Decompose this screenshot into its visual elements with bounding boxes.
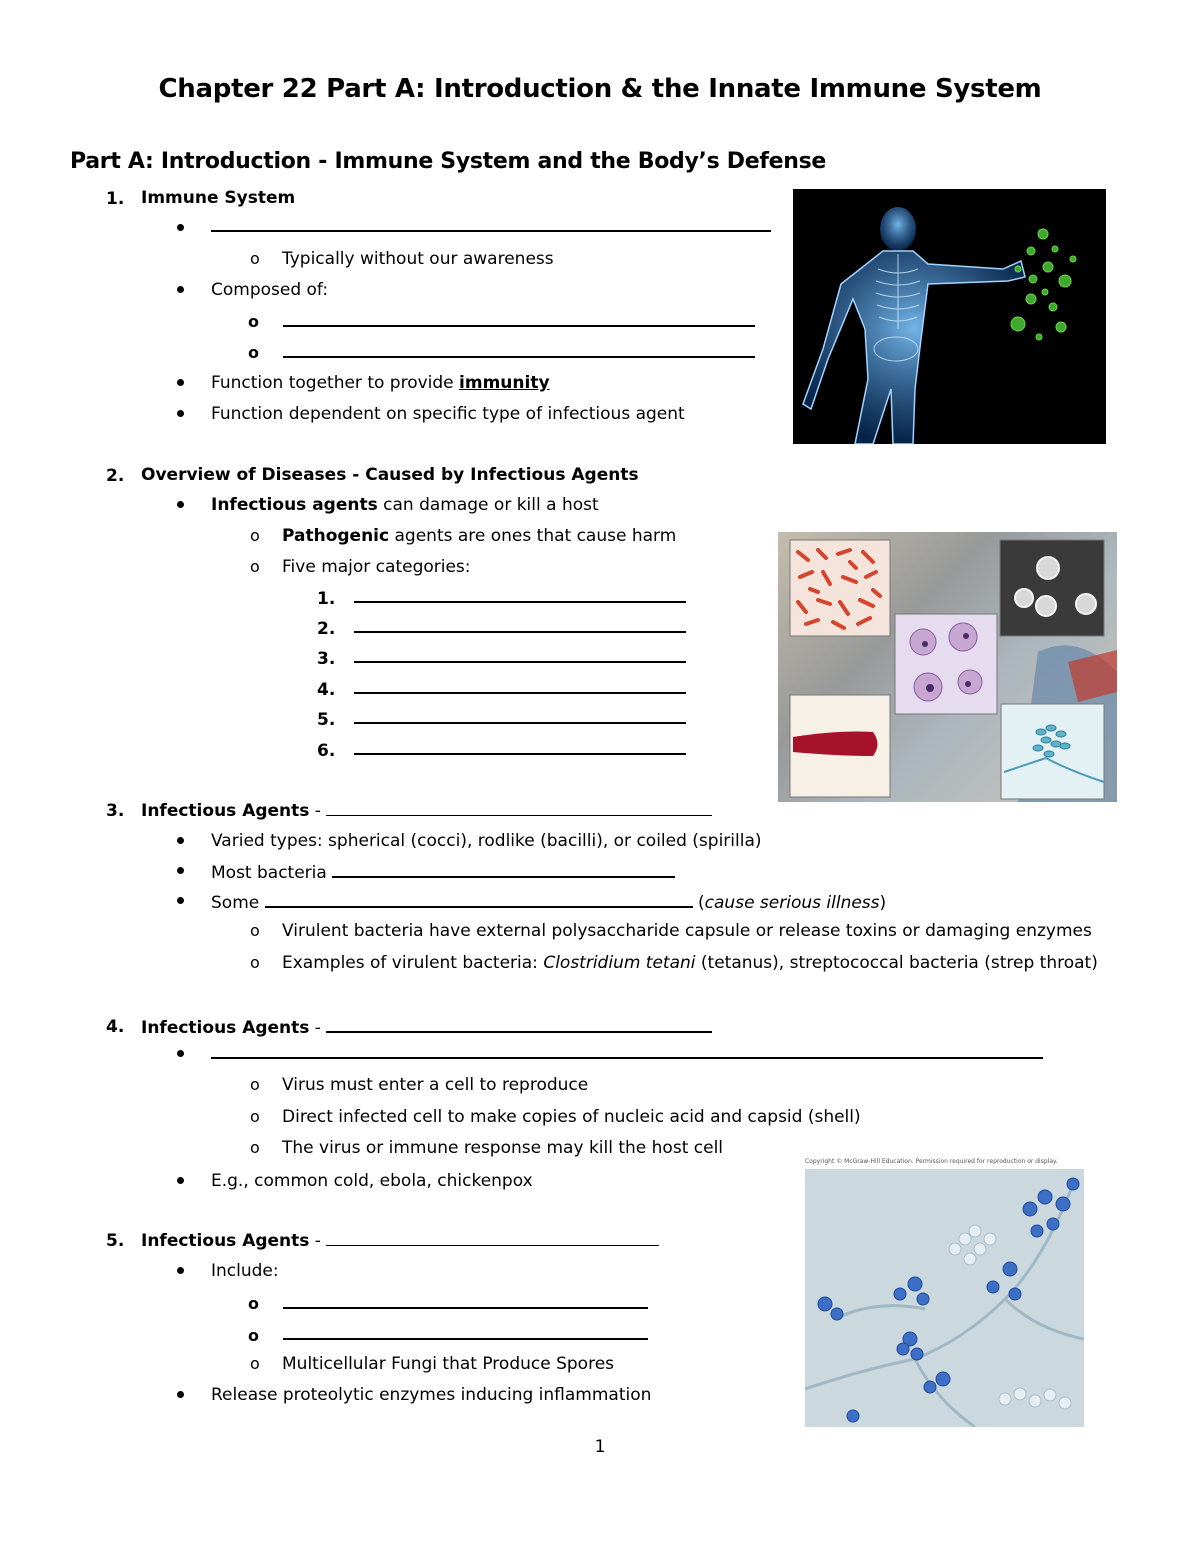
- sub-bullet: o: [250, 1107, 260, 1126]
- category-number: 4.: [317, 680, 336, 700]
- fill-in-blank[interactable]: [354, 585, 686, 609]
- fill-in-blank[interactable]: [354, 645, 686, 669]
- category-number: 2.: [317, 619, 336, 639]
- image-caption: Copyright © McGraw-Hill Education. Permission required for reproduction or display.: [805, 1158, 1058, 1165]
- item-number: 1.: [106, 189, 125, 209]
- bullet: [177, 1050, 184, 1057]
- bullet: [177, 501, 184, 508]
- list-item: Most bacteria: [211, 860, 675, 884]
- sub-bullet: o: [250, 1075, 260, 1094]
- category-number: 6.: [317, 741, 336, 761]
- fill-in-blank[interactable]: [354, 706, 686, 730]
- list-item: Function together to provide immunity: [211, 373, 550, 393]
- category-number: 5.: [317, 710, 336, 730]
- item-heading: Overview of Diseases - Caused by Infectious Agents: [141, 465, 639, 485]
- fill-in-blank[interactable]: [283, 1322, 648, 1346]
- item-number: 5.: [106, 1231, 125, 1251]
- bullet: [177, 867, 184, 874]
- sub-bullet: o: [250, 921, 260, 940]
- fungi-micrograph-image: [805, 1169, 1084, 1427]
- category-number: 3.: [317, 649, 336, 669]
- bullet: [177, 379, 184, 386]
- list-item: Function dependent on specific type of infectious agent: [211, 404, 685, 424]
- sub-item: Multicellular Fungi that Produce Spores: [282, 1354, 615, 1374]
- fill-in-blank[interactable]: [354, 676, 686, 700]
- list-item: Release proteolytic enzymes inducing inflammation: [211, 1385, 652, 1405]
- list-item: Composed of:: [211, 280, 329, 300]
- fill-in-blank[interactable]: [283, 340, 755, 364]
- sub-bullet: o: [250, 1138, 260, 1157]
- sub-bullet: o: [250, 953, 260, 972]
- bullet: [177, 224, 184, 231]
- list-item: Varied types: spherical (cocci), rodlike (bacilli), or coiled (spirilla): [211, 831, 762, 851]
- bullet: [177, 286, 184, 293]
- item-heading: Infectious Agents -: [141, 1229, 659, 1252]
- fill-in-blank[interactable]: [211, 214, 771, 238]
- fill-in-blank[interactable]: [211, 1041, 1043, 1065]
- item-number: 3.: [106, 801, 125, 821]
- fill-in-blank[interactable]: [283, 309, 755, 333]
- section-heading: Part A: Introduction - Immune System and the Body’s Defense: [70, 149, 827, 174]
- bullet: [177, 1267, 184, 1274]
- immune-body-image: [793, 189, 1106, 444]
- sub-bullet: o: [250, 526, 260, 545]
- bullet: [177, 410, 184, 417]
- sub-item: Five major categories:: [282, 557, 471, 577]
- sub-item: Typically without our awareness: [282, 249, 554, 269]
- list-item: E.g., common cold, ebola, chickenpox: [211, 1171, 533, 1191]
- item-heading: Immune System: [141, 188, 296, 208]
- page-title: Chapter 22 Part A: Introduction & the Innate Immune System: [158, 74, 1042, 104]
- item-heading: Infectious Agents -: [141, 1015, 712, 1039]
- item-heading: Infectious Agents -: [141, 799, 712, 822]
- sub-bullet: o: [250, 249, 260, 268]
- fill-in-blank[interactable]: [354, 737, 686, 761]
- sub-bullet: o: [248, 1294, 259, 1313]
- sub-item: Virulent bacteria have external polysaccharide capsule or release toxins or damaging enzymes: [282, 921, 1092, 941]
- sub-bullet: o: [248, 343, 259, 362]
- bullet: [177, 1391, 184, 1398]
- category-number: 1.: [317, 589, 336, 609]
- sub-item: The virus or immune response may kill the host cell: [282, 1138, 724, 1158]
- list-item: Include:: [211, 1261, 279, 1281]
- sub-item: Virus must enter a cell to reproduce: [282, 1075, 589, 1095]
- sub-item: Pathogenic agents are ones that cause harm: [282, 526, 677, 546]
- sub-item: Examples of virulent bacteria: Clostridium tetani (tetanus), streptococcal bacteria (strep throat): [282, 953, 1098, 973]
- sub-bullet: o: [250, 1354, 260, 1373]
- fill-in-blank[interactable]: [354, 615, 686, 639]
- bullet: [177, 1177, 184, 1184]
- page-number: 1: [594, 1437, 606, 1457]
- item-number: 2.: [106, 466, 125, 486]
- fill-in-blank[interactable]: [283, 1291, 648, 1315]
- sub-bullet: o: [250, 557, 260, 576]
- bullet: [177, 837, 184, 844]
- list-item: Infectious agents can damage or kill a host: [211, 495, 599, 515]
- bullet: [177, 897, 184, 904]
- sub-bullet: o: [248, 312, 259, 331]
- pathogen-collage-image: [778, 532, 1117, 802]
- item-number: 4.: [106, 1017, 125, 1037]
- list-item: Some (cause serious illness): [211, 890, 886, 914]
- sub-item: Direct infected cell to make copies of nucleic acid and capsid (shell): [282, 1107, 861, 1127]
- sub-bullet: o: [248, 1326, 259, 1345]
